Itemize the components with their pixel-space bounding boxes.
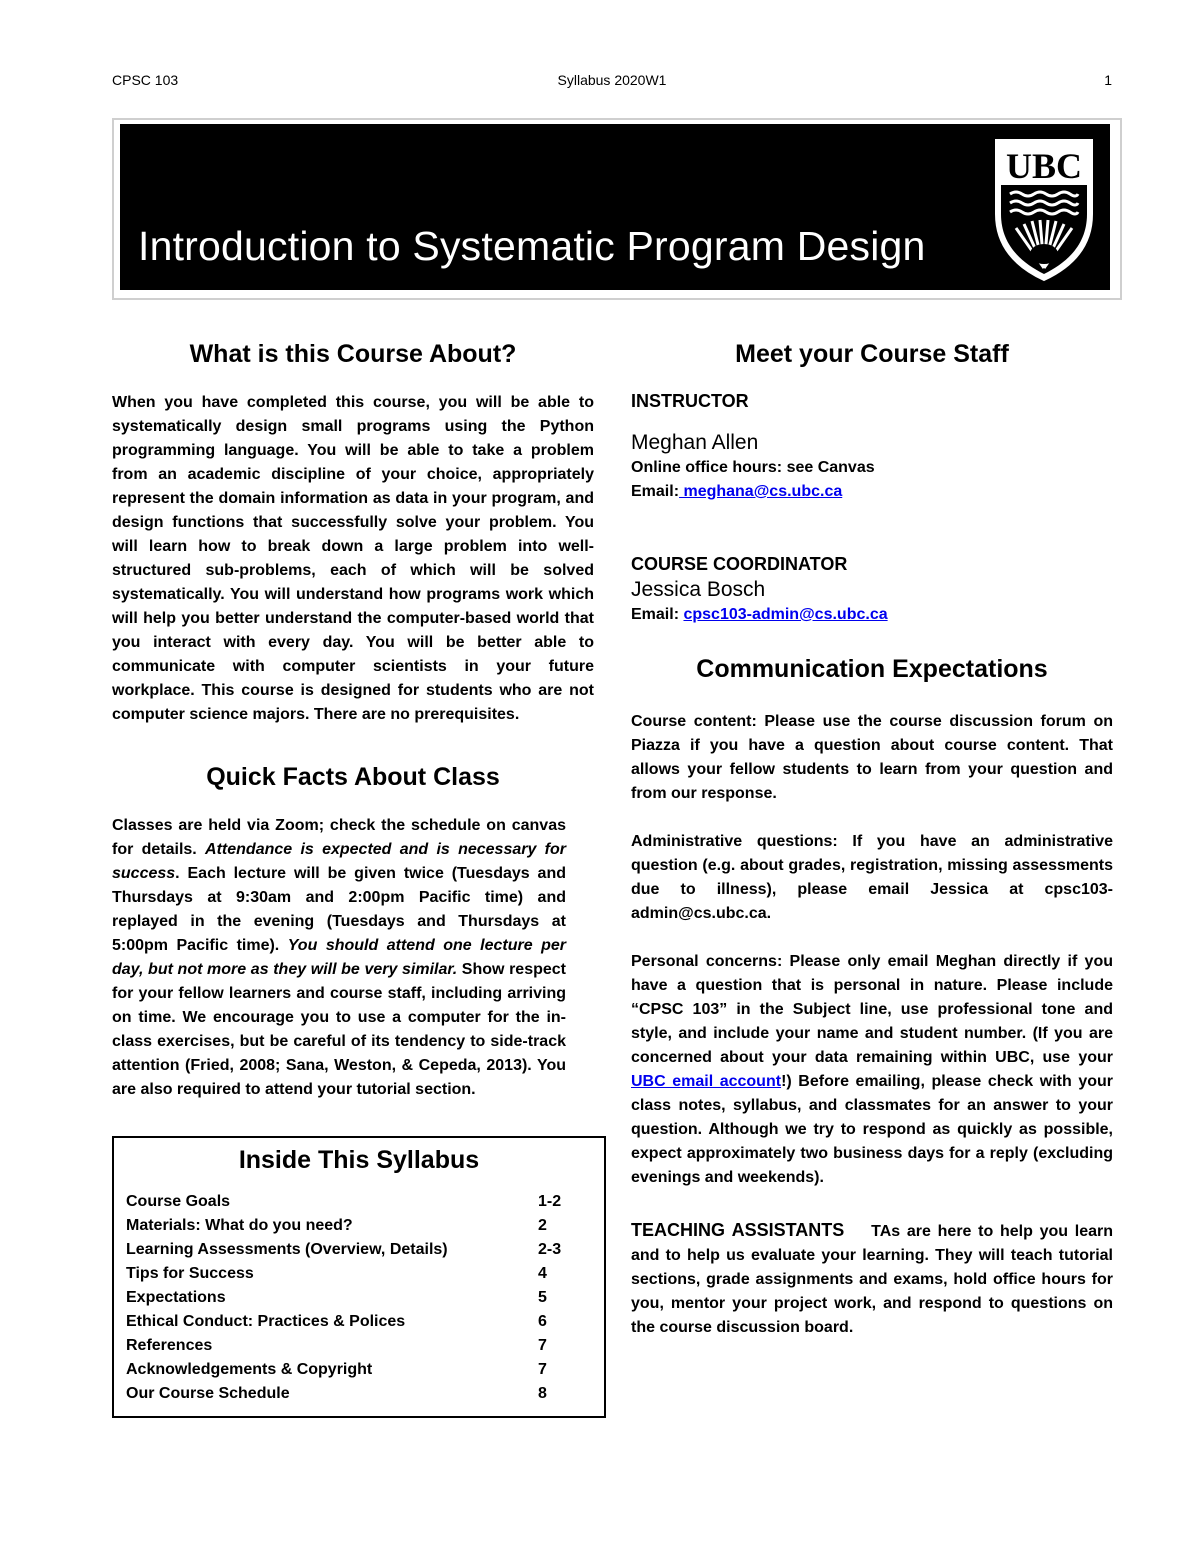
- communication-administrative: Administrative questions: If you have an administrative question (e.g. about grades, registration, missing assessments due to illness), please email Jessica at cpsc103-admin@cs.ubc.ca.: [631, 833, 1113, 922]
- header-document-title: Syllabus 2020W1: [557, 72, 667, 88]
- about-body: When you have completed this course, you will be able to systematically design small programs using the Python programming language. You will be able to take a problem from an academic discipline of your choice, appropriately represent the domain information as data in your program, and design functions that successfully solve your problem. You will learn how to break down a large problem into well-structured sub-problems, each of which will be solved systematically. You will understand how programs work which will help you better understand the computer-based world that you interact with every day. You will be better able to communicate with computer scientists in your future workplace. This course is designed for students who are not computer science majors. There are no prerequisites.: [112, 394, 594, 723]
- contents-item-page: 8: [538, 1385, 547, 1402]
- contents-item-label: Our Course Schedule: [126, 1385, 290, 1402]
- teaching-assistants-paragraph: [631, 1218, 1113, 1340]
- contents-item: [126, 1361, 592, 1385]
- contents-item-page: 2-3: [538, 1241, 562, 1258]
- header-course-code: CPSC 103: [112, 72, 179, 88]
- quick-facts-attendance: Attendance is expected and is necessary for success: [112, 841, 566, 882]
- contents-item: [126, 1265, 592, 1289]
- ubc-email-account-link[interactable]: UBC email account: [631, 1073, 782, 1090]
- contents-item-label: Learning Assessments (Overview, Details): [126, 1241, 448, 1258]
- personal-concerns-text-end: !) Before emailing, please check with your class notes, syllabus, and classmates for an answer to your question. Although we try to respond as quickly as possible, expect approximately two business days for a reply (excluding evenings and weekends).: [631, 1073, 1114, 1186]
- banner-background: [120, 124, 1110, 290]
- coordinator-role: COURSE COORDINATOR: [631, 554, 848, 574]
- syllabus-contents-box: [112, 1136, 606, 1418]
- quick-facts-part3: . Each lecture will be given twice (Tuesdays and Thursdays at 9:30am and 2:00pm Pacific time) and replayed in the evening (Tuesdays and Thursdays at 5:00pm Pacific time).: [112, 865, 566, 954]
- communication-course-content: Course content: Please use the course discussion forum on Piazza if you have a question about course content. That allows your fellow students to learn from your question and from our response.: [631, 713, 1113, 802]
- coordinator-email-link[interactable]: cpsc103-admin@cs.ubc.ca: [683, 606, 888, 623]
- staff-heading: Meet your Course Staff: [735, 340, 1009, 368]
- contents-item-label: References: [126, 1337, 213, 1354]
- ubc-crest-logo: [992, 136, 1096, 284]
- quick-facts-part1: Classes are held via Zoom; check the schedule on canvas for details.: [112, 817, 566, 858]
- contents-item-label: Course Goals: [126, 1193, 231, 1210]
- contents-item: [126, 1337, 592, 1361]
- contents-item-page: 2: [538, 1217, 547, 1234]
- personal-concerns-text: Personal concerns: Please only email Meghan directly if you have a question that is personal in nature. Please include “CPSC 103” in the Subject line, use professional tone and style, and include your name and student number. (If you are concerned about your data remaining within UBC, use your: [631, 953, 1113, 1066]
- contents-title: Inside This Syllabus: [238, 1146, 480, 1174]
- communication-personal: [631, 950, 1113, 1190]
- course-title: Introduction to Systematic Program Design: [138, 223, 926, 269]
- instructor-email-label: Email:: [631, 483, 680, 500]
- contents-item-page: 7: [538, 1337, 547, 1354]
- right-column: [631, 340, 1113, 1340]
- coordinator-name: Jessica Bosch: [631, 578, 766, 601]
- contents-item-label: Ethical Conduct: Practices & Polices: [126, 1313, 406, 1330]
- contents-item-page: 5: [538, 1289, 547, 1306]
- contents-item-label: Acknowledgements & Copyright: [126, 1361, 373, 1378]
- instructor-office-hours: Online office hours: see Canvas: [631, 459, 875, 476]
- contents-item-label: Expectations: [126, 1289, 226, 1306]
- instructor-email-link[interactable]: meghana@cs.ubc.ca: [679, 483, 843, 500]
- teaching-assistants-body: TAs are here to help you learn and to help us evaluate your learning. They will teach tutorial sections, grade assignments and exams, hold office hours for you, mentor your project work, and respond to questions on the course discussion board.: [631, 1223, 1113, 1336]
- contents-item: [126, 1313, 592, 1337]
- instructor-email-line: [631, 480, 1113, 504]
- quick-facts-part5: Show respect for your fellow learners and course staff, including arriving on time. We encourage you to use a computer for the in-class exercises, but be careful of its tendency to side-track attention (Fried, 2008; Sana, Weston, & Cepeda, 2013). You are also required to attend your tutorial section.: [112, 961, 566, 1098]
- communication-heading: Communication Expectations: [696, 655, 1048, 683]
- left-column: [112, 340, 594, 1102]
- contents-item-label: Tips for Success: [126, 1265, 254, 1282]
- svg-text:UBC: UBC: [1005, 146, 1083, 186]
- contents-item: [126, 1289, 592, 1313]
- quick-facts-heading: Quick Facts About Class: [206, 763, 500, 791]
- instructor-name: Meghan Allen: [631, 431, 759, 454]
- contents-item-label: Materials: What do you need?: [126, 1217, 353, 1234]
- contents-list: [126, 1193, 592, 1409]
- header-page-number: 1: [1104, 72, 1112, 88]
- contents-item: [126, 1193, 592, 1217]
- contents-item-page: 4: [538, 1265, 547, 1282]
- coordinator-email-line: [631, 603, 1113, 627]
- contents-item-page: 7: [538, 1361, 547, 1378]
- quick-facts-body: [112, 814, 566, 1102]
- contents-item-page: 1-2: [538, 1193, 562, 1210]
- contents-item: [126, 1241, 592, 1265]
- quick-facts-one-lecture: You should attend one lecture per day, but not more as they will be very similar.: [112, 937, 566, 978]
- title-banner: [112, 118, 1122, 300]
- about-heading: What is this Course About?: [189, 340, 517, 368]
- contents-item-page: 6: [538, 1313, 547, 1330]
- teaching-assistants-heading: TEACHING ASSISTANTS: [631, 1220, 845, 1240]
- running-header: [112, 72, 1112, 92]
- instructor-role: INSTRUCTOR: [631, 391, 749, 411]
- coordinator-email-label: Email:: [631, 606, 684, 623]
- contents-item: [126, 1385, 592, 1409]
- contents-item: [126, 1217, 592, 1241]
